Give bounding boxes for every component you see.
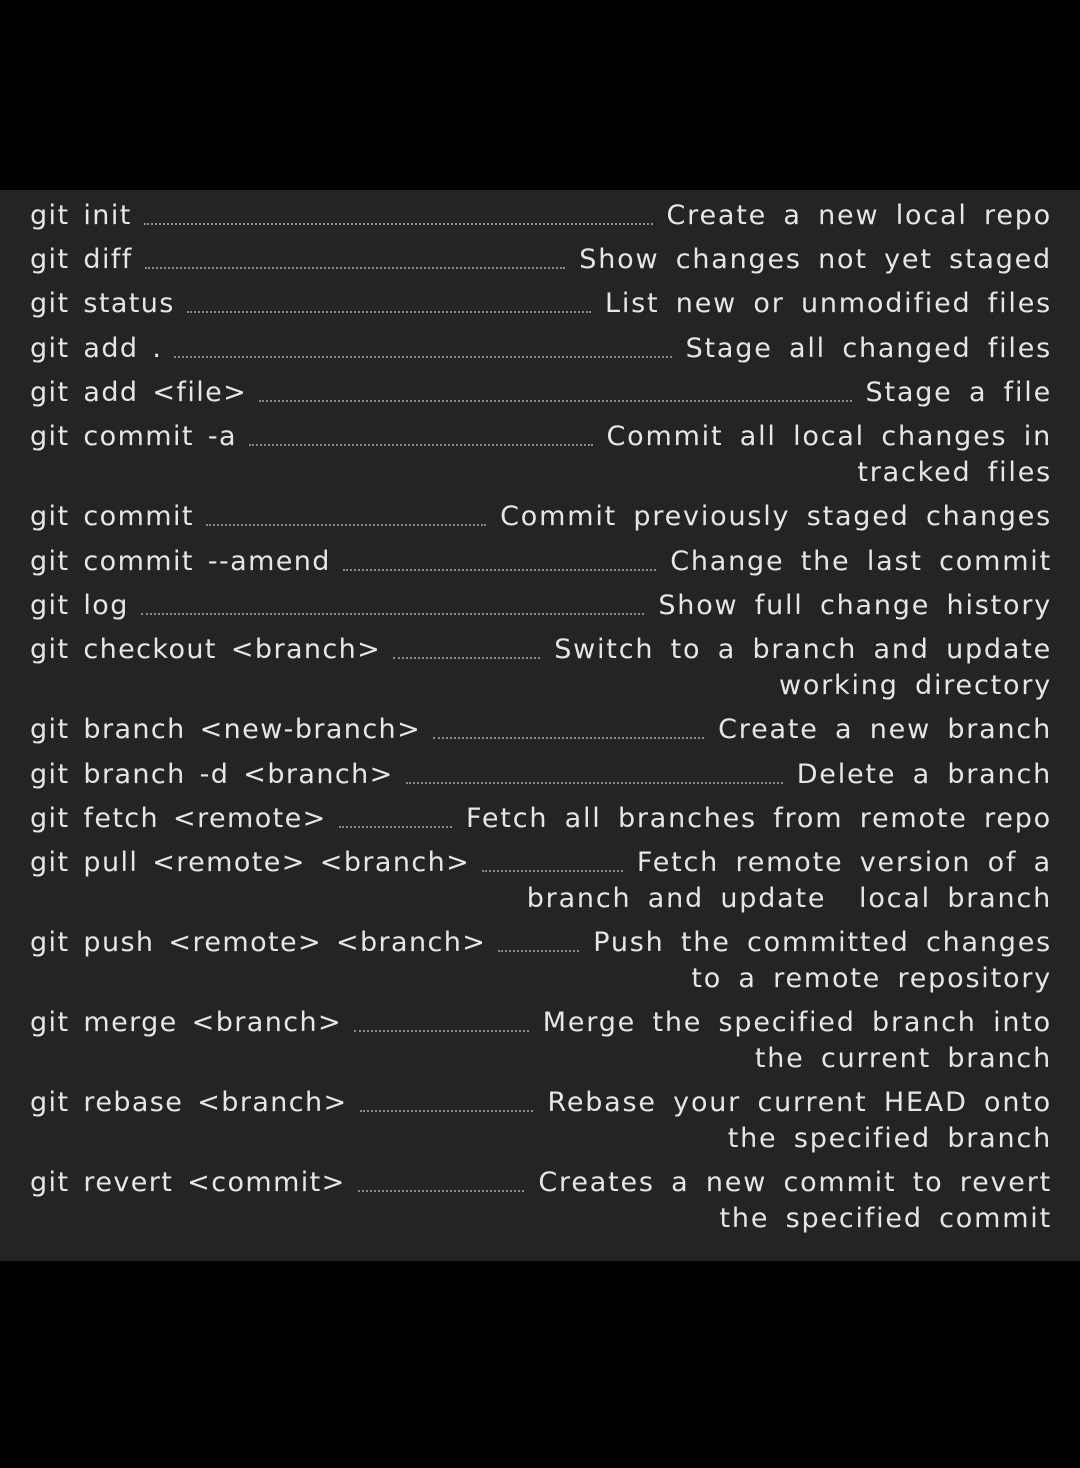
dot-leader (343, 569, 656, 571)
entry-git-commit (30, 499, 1052, 535)
command-text: git log (30, 590, 129, 621)
entry-line (30, 1085, 1052, 1121)
command-text: git fetch <remote> (30, 803, 327, 834)
dot-leader (206, 524, 486, 526)
command-text: git push <remote> <branch> (30, 927, 487, 958)
dot-leader (339, 826, 452, 828)
description-text: Rebase your current HEAD onto (547, 1087, 1052, 1118)
entry-git-commit-a (30, 419, 1052, 491)
command-text: git branch -d <branch> (30, 759, 394, 790)
description-text: Stage a file (865, 377, 1052, 408)
dot-leader (393, 657, 540, 659)
description-continuation: the specified commit (719, 1203, 1052, 1234)
command-text: git revert <commit> (30, 1167, 346, 1198)
entry-git-pull (30, 845, 1052, 917)
command-text: git add . (30, 333, 163, 364)
entry-line (30, 712, 1052, 748)
description-continuation: tracked files (857, 457, 1052, 488)
command-text: git diff (30, 244, 133, 275)
entry-git-log (30, 588, 1052, 624)
cheatsheet-panel (0, 190, 1080, 1261)
entry-git-add-file (30, 375, 1052, 411)
dot-leader (141, 613, 645, 615)
entry-line (30, 198, 1052, 234)
description-text: Merge the specified branch into (542, 1007, 1052, 1038)
dot-leader (358, 1190, 525, 1192)
dot-leader (259, 400, 851, 402)
command-text: git branch <new-branch> (30, 714, 422, 745)
description-text: Change the last commit (670, 546, 1052, 577)
entry-line (30, 419, 1052, 455)
command-text: git commit --amend (30, 546, 331, 577)
command-text: git commit (30, 501, 194, 532)
entry-line (30, 801, 1052, 837)
entry-line (30, 286, 1052, 322)
entry-line (30, 757, 1052, 793)
entry-git-commit-amend (30, 544, 1052, 580)
command-text: git status (30, 288, 175, 319)
entry-git-merge (30, 1005, 1052, 1077)
entry-git-push (30, 925, 1052, 997)
entry-git-checkout (30, 632, 1052, 704)
entry-git-status (30, 286, 1052, 322)
entry-line (30, 588, 1052, 624)
description-text: List new or unmodified files (605, 288, 1052, 319)
entry-line (30, 544, 1052, 580)
description-continuation: the specified branch (727, 1123, 1052, 1154)
entry-line (30, 925, 1052, 961)
dot-leader (482, 870, 623, 872)
dot-leader (406, 782, 783, 784)
entry-git-fetch (30, 801, 1052, 837)
description-text: Create a new local repo (666, 200, 1052, 231)
entry-git-rebase (30, 1085, 1052, 1157)
description-text: Create a new branch (718, 714, 1052, 745)
description-text: Delete a branch (796, 759, 1052, 790)
description-text: Stage all changed files (685, 333, 1052, 364)
description-continuation: working directory (778, 670, 1052, 701)
entry-line (30, 1005, 1052, 1041)
dot-leader (249, 444, 593, 446)
description-text: Creates a new commit to revert (538, 1167, 1052, 1198)
command-text: git rebase <branch> (30, 1087, 348, 1118)
description-text: Show changes not yet staged (579, 244, 1052, 275)
entry-line (30, 331, 1052, 367)
description-text: Commit all local changes in (606, 421, 1052, 452)
command-text: git add <file> (30, 377, 248, 408)
entry-line (30, 499, 1052, 535)
entry-git-revert (30, 1165, 1052, 1237)
description-continuation: the current branch (754, 1043, 1052, 1074)
description-text: Push the committed changes (593, 927, 1052, 958)
dot-leader (360, 1110, 534, 1112)
entry-line (30, 242, 1052, 278)
dot-leader (174, 356, 671, 358)
description-text: Show full change history (658, 590, 1052, 621)
entry-line (30, 845, 1052, 881)
entry-git-add-all (30, 331, 1052, 367)
description-text: Commit previously staged changes (500, 501, 1052, 532)
dot-leader (498, 950, 579, 952)
entry-git-init (30, 198, 1052, 234)
command-text: git commit -a (30, 421, 237, 452)
description-text: Fetch all branches from remote repo (466, 803, 1052, 834)
dot-leader (144, 223, 653, 225)
entry-line (30, 632, 1052, 668)
command-text: git pull <remote> <branch> (30, 847, 471, 878)
command-text: git checkout <branch> (30, 634, 382, 665)
entry-git-diff (30, 242, 1052, 278)
description-text: Switch to a branch and update (554, 634, 1052, 665)
entry-line (30, 1165, 1052, 1201)
entry-git-branch-new (30, 712, 1052, 748)
description-text: Fetch remote version of a (636, 847, 1052, 878)
dot-leader (354, 1030, 529, 1032)
entry-git-branch-delete (30, 757, 1052, 793)
command-text: git init (30, 200, 132, 231)
description-continuation: to a remote repository (691, 963, 1052, 994)
dot-leader (187, 311, 591, 313)
entry-line (30, 375, 1052, 411)
dot-leader (145, 267, 566, 269)
description-continuation: branch and update local branch (526, 883, 1052, 914)
command-text: git merge <branch> (30, 1007, 342, 1038)
dot-leader (433, 737, 704, 739)
